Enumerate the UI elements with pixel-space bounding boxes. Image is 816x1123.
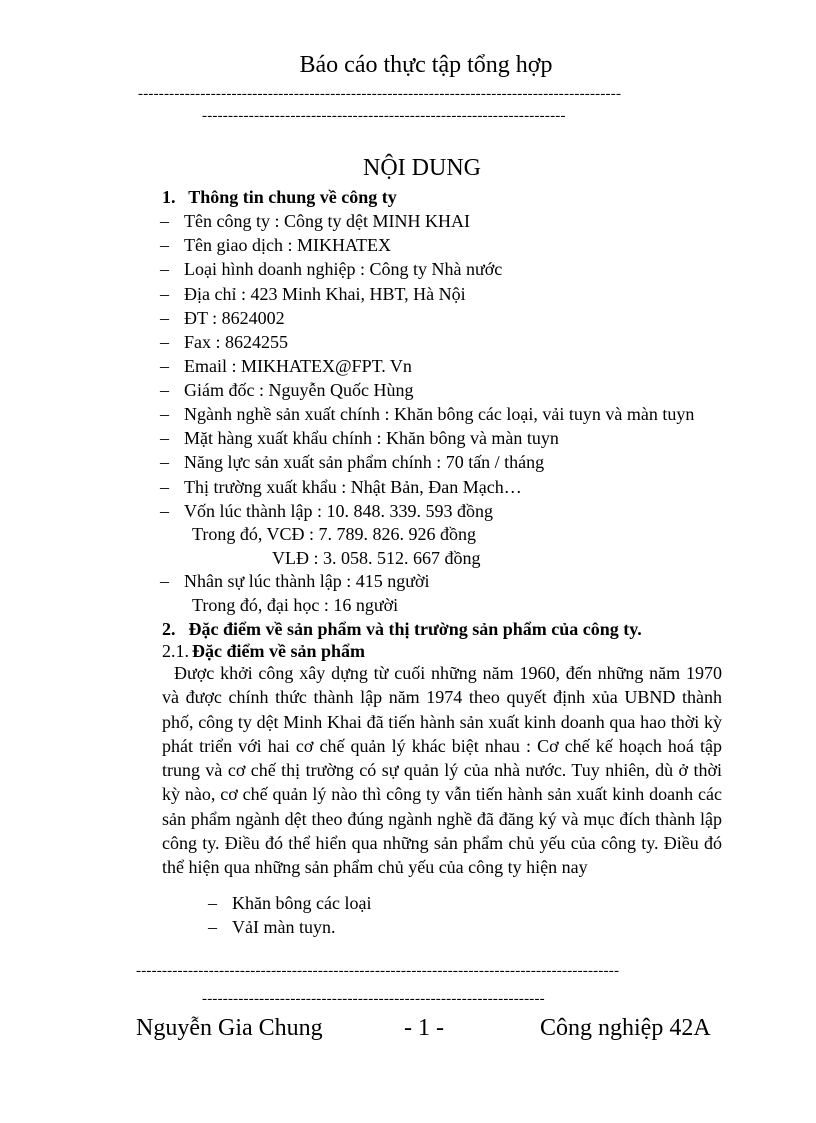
info-item-text: Loại hình doanh nghiệp : Công ty Nhà nước <box>184 259 503 279</box>
header-rule-1: --------------------------------------------------------------------------------------------- <box>138 86 622 102</box>
info-item <box>160 452 544 473</box>
info-item <box>160 501 493 522</box>
info-item <box>160 332 288 353</box>
dash-marker: – <box>160 235 169 255</box>
footer-rule-1: --------------------------------------------------------------------------------------------- <box>136 963 620 979</box>
info-item <box>160 259 502 280</box>
staff-item <box>160 571 430 592</box>
product-item <box>208 917 335 938</box>
info-item-text: Vốn lúc thành lập : 10. 848. 339. 593 đồng <box>184 501 493 521</box>
header-title: Báo cáo thực tập tổng hợp <box>299 52 553 78</box>
info-item <box>160 211 470 232</box>
page-number: - 1 - <box>404 1015 444 1041</box>
info-item <box>160 404 694 425</box>
dash-marker: – <box>208 893 217 913</box>
info-item-text: Năng lực sản xuất sản phẩm chính : 70 tấn / tháng <box>184 452 545 472</box>
section-2-1-heading <box>162 641 365 662</box>
staff-university: Trong đó, đại học : 16 người <box>192 595 399 615</box>
info-item-text: Fax : 8624255 <box>184 332 289 352</box>
staff-text: Nhân sự lúc thành lập : 415 người <box>184 571 430 591</box>
dash-marker: – <box>160 452 169 472</box>
info-item-text: Giám đốc : Nguyễn Quốc Hùng <box>184 380 414 400</box>
product-text: Khăn bông các loại <box>232 893 372 913</box>
dash-marker: – <box>160 332 169 352</box>
footer-rule-2: ------------------------------------------------------------------ <box>202 991 545 1007</box>
page-title: NỘI DUNG <box>363 155 481 181</box>
section-2-1-heading-text: Đặc điểm về sản phẩm <box>192 641 366 661</box>
dash-marker: – <box>160 259 169 279</box>
dash-marker: – <box>160 428 169 448</box>
info-item-text: Thị trường xuất khẩu : Nhật Bản, Đan Mạch… <box>184 477 522 497</box>
product-text: VảI màn tuyn. <box>232 917 336 937</box>
dash-marker: – <box>160 477 169 497</box>
header-rule-2: ---------------------------------------------------------------------- <box>202 108 566 124</box>
product-item <box>208 893 371 914</box>
info-item <box>160 235 391 256</box>
section-2-heading <box>162 619 642 640</box>
info-item-text: Tên giao dịch : MIKHATEX <box>184 235 391 255</box>
section-2-heading-text: Đặc điểm về sản phẩm và thị trường sản phẩm của công ty. <box>188 619 642 639</box>
dash-marker: – <box>160 211 169 231</box>
section-1-heading-text: Thông tin chung về công ty <box>188 187 397 207</box>
product-paragraph <box>162 661 722 880</box>
capital-vld: VLĐ : 3. 058. 512. 667 đồng <box>272 548 481 568</box>
section-2-number: 2. <box>162 619 176 639</box>
section-2-1-number: 2.1. <box>162 641 189 661</box>
info-item <box>160 380 413 401</box>
dash-marker: – <box>160 501 169 521</box>
info-item-text: Email : MIKHATEX@FPT. Vn <box>184 356 412 376</box>
capital-vcd: Trong đó, VCĐ : 7. 789. 826. 926 đồng <box>192 524 477 544</box>
info-item <box>160 308 285 329</box>
dash-marker: – <box>208 917 217 937</box>
info-item-text: ĐT : 8624002 <box>184 308 285 328</box>
dash-marker: – <box>160 404 169 424</box>
footer-class: Công nghiệp 42A <box>540 1015 711 1041</box>
info-item <box>160 428 559 449</box>
info-item <box>160 477 522 498</box>
info-item <box>160 284 466 305</box>
info-item-text: Tên công ty : Công ty dệt MINH KHAI <box>184 211 470 231</box>
section-1-heading <box>162 187 397 208</box>
info-item-text: Ngành nghề sản xuất chính : Khăn bông các loại, vải tuyn và màn tuyn <box>184 404 695 424</box>
info-item-text: Mặt hàng xuất khẩu chính : Khăn bông và màn tuyn <box>184 428 559 448</box>
product-paragraph-text: Được khởi công xây dựng từ cuối những năm 1960, đến những năm 1970 và được chính thức thành lập năm 1974 theo quyết định xủa UBND thành phố, công ty dệt Minh Khai đã tiến hành sản xuất kinh doanh qua hao thời kỳ phát triển với hai cơ chế quản lý khác biệt nhau : Cơ chế kế hoạch hoá tập trung và cơ chế thị trường có sự quản lý của nhà nước. Tuy nhiên, dù ở thời kỳ nào, cơ chế quản lý nào thì công ty vẫn tiến hành sản xuất kinh doanh các sản phẩm ngành dệt theo đúng ngành nghề đã đăng ký và mục đích thành lập công ty. Điều đó thể hiển qua những sản phẩm chủ yếu của công ty. Điều đó thể hiện qua những sản phẩm chủ yếu của công ty hiện nay <box>162 663 722 878</box>
info-item-text: Địa chỉ : 423 Minh Khai, HBT, Hà Nội <box>184 284 466 304</box>
dash-marker: – <box>160 308 169 328</box>
info-item <box>160 356 412 377</box>
dash-marker: – <box>160 571 169 591</box>
dash-marker: – <box>160 284 169 304</box>
footer-author: Nguyễn Gia Chung <box>136 1015 323 1041</box>
dash-marker: – <box>160 380 169 400</box>
dash-marker: – <box>160 356 169 376</box>
section-1-number: 1. <box>162 187 176 207</box>
